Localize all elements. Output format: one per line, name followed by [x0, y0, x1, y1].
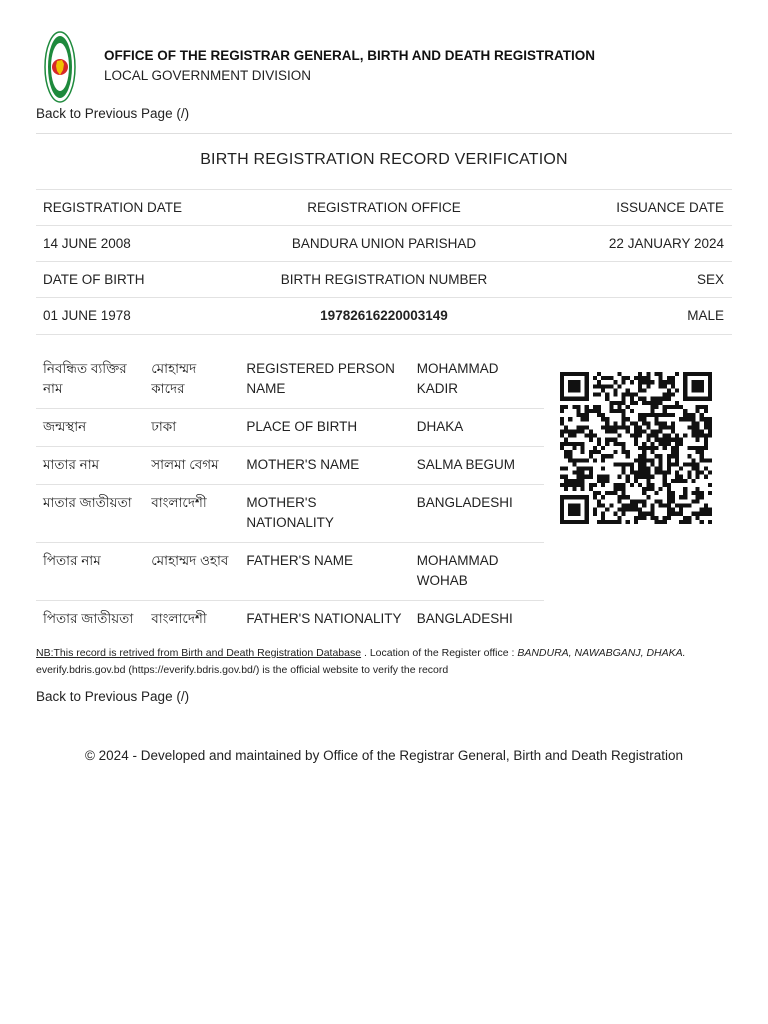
- en-value: SALMA BEGUM: [410, 447, 544, 485]
- bn-label: পিতার নাম: [36, 543, 144, 601]
- page-title: BIRTH REGISTRATION RECORD VERIFICATION: [200, 151, 568, 168]
- bn-value: ঢাকা: [144, 409, 239, 447]
- table-row: [36, 485, 544, 543]
- page-header: [44, 30, 734, 106]
- bn-label: মাতার নাম: [36, 447, 144, 485]
- bn-label: নিবন্ধিত ব্যক্তির নাম: [43, 361, 127, 396]
- en-label: REGISTERED PERSON NAME: [246, 361, 395, 396]
- en-label: MOTHER'S NAME: [239, 447, 409, 485]
- back-to-previous-page-link-top[interactable]: Back to Previous Page (/): [36, 106, 190, 121]
- table-row: [36, 601, 544, 639]
- record-label-row-2: [36, 261, 732, 298]
- divider: [36, 133, 732, 134]
- registration-date-value: 14 JUNE 2008: [43, 236, 131, 251]
- source-line: [36, 645, 686, 662]
- register-office-location: BANDURA, NAWABGANJ, DHAKA.: [517, 647, 686, 659]
- record-label-row-1: [36, 189, 732, 226]
- qr-code: [560, 369, 712, 527]
- birth-registration-number-label: BIRTH REGISTRATION NUMBER: [280, 272, 488, 287]
- en-label: PLACE OF BIRTH: [239, 409, 409, 447]
- date-of-birth-label: DATE OF BIRTH: [43, 272, 145, 287]
- bn-label: মাতার জাতীয়তা: [36, 485, 144, 543]
- en-value: MOHAMMAD KADIR: [416, 361, 499, 396]
- back-to-previous-page-link-bottom[interactable]: Back to Previous Page (/): [36, 689, 190, 704]
- bn-value: বাংলাদেশী: [144, 485, 239, 543]
- record-value-row-2: [36, 297, 732, 335]
- en-value: BANGLADESHI: [410, 601, 544, 639]
- bn-value: সালমা বেগম: [144, 447, 239, 485]
- source-note: NB:This record is retrived from Birth and Death Registration Database: [36, 647, 362, 659]
- birth-registration-number-value: 19782616220003149: [320, 308, 448, 323]
- en-value: BANGLADESHI: [410, 485, 544, 543]
- government-seal-logo: [44, 30, 76, 104]
- en-label: FATHER'S NATIONALITY: [239, 601, 409, 639]
- office-name: OFFICE OF THE REGISTRAR GENERAL, BIRTH AND DEATH REGISTRATION: [104, 48, 595, 63]
- person-details-table: [36, 352, 544, 638]
- en-label: FATHER'S NAME: [239, 543, 409, 601]
- en-label: MOTHER'S NATIONALITY: [239, 485, 409, 543]
- issuance-date-value: 22 JANUARY 2024: [608, 236, 724, 251]
- bn-label: পিতার জাতীয়তা: [36, 601, 144, 639]
- registration-date-label: REGISTRATION DATE: [43, 200, 183, 215]
- en-value: MOHAMMAD WOHAB: [410, 543, 544, 601]
- table-row: [36, 352, 544, 409]
- issuance-date-label: ISSUANCE DATE: [616, 200, 724, 215]
- table-row: [36, 447, 544, 485]
- en-value: DHAKA: [410, 409, 544, 447]
- registration-office-label: REGISTRATION OFFICE: [307, 200, 461, 215]
- bn-value: মোহাম্মদ কাদের: [151, 361, 197, 396]
- registration-office-value: BANDURA UNION PARISHAD: [291, 236, 477, 251]
- record-value-row-1: [36, 225, 732, 262]
- date-of-birth-value: 01 JUNE 1978: [43, 308, 131, 323]
- table-row: [36, 543, 544, 601]
- record-source-note: [36, 645, 686, 679]
- table-row: [36, 409, 544, 447]
- sex-value: MALE: [687, 308, 724, 323]
- division-name: LOCAL GOVERNMENT DIVISION: [104, 68, 312, 83]
- footer-copyright: © 2024 - Developed and maintained by Office of the Registrar General, Birth and Death Registration: [84, 748, 684, 763]
- bn-label: জন্মস্থান: [36, 409, 144, 447]
- bn-value: বাংলাদেশী: [144, 601, 239, 639]
- official-website-note: everify.bdris.gov.bd (https://everify.bdris.gov.bd/) is the official website to verify the record: [36, 664, 449, 676]
- location-prefix: . Location of the Register office :: [363, 647, 515, 659]
- bn-value: মোহাম্মদ ওহাব: [144, 543, 239, 601]
- sex-label: SEX: [696, 272, 724, 287]
